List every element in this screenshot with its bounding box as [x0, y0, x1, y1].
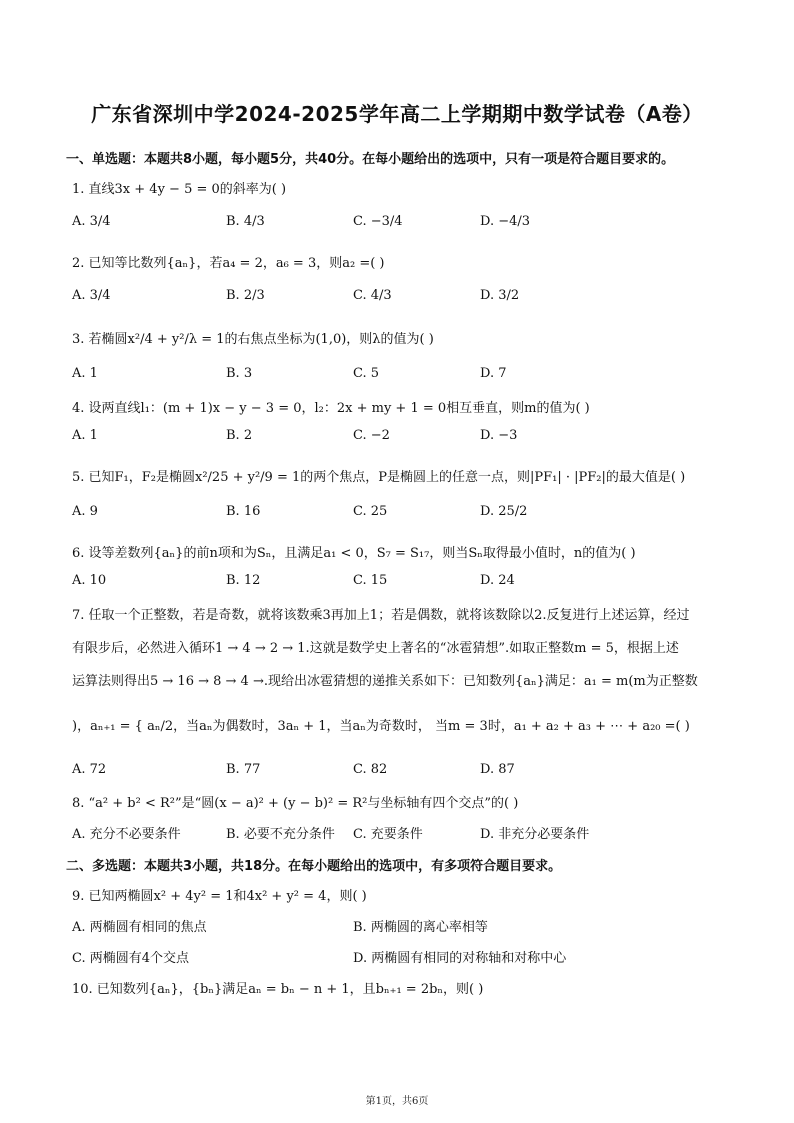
question-6-option-d: D. 24: [480, 573, 515, 588]
question-9-stem: 9. 已知两椭圆x² + 4y² = 1和4x² + y² = 4，则( ): [72, 889, 367, 904]
exam-title: 广东省深圳中学2024-2025学年高二上学期期中数学试卷（A卷）: [91, 102, 703, 126]
question-7-line-4: )，aₙ₊₁ = { aₙ/2，当aₙ为偶数时，3aₙ + 1，当aₙ为奇数时， 当m = 3时，a₁ + a₂ + a₃ + ⋯ + a₂₀ =( ): [72, 719, 690, 734]
question-2-option-c: C. 4/3: [353, 288, 392, 303]
question-5-stem: 5. 已知F₁，F₂是椭圆x²/25 + y²/9 = 1的两个焦点，P是椭圆上的任意一点，则|PF₁| · |PF₂|的最大值是( ): [72, 470, 686, 485]
question-9-option-a: A. 两椭圆有相同的焦点: [72, 920, 207, 935]
question-7-option-a: A. 72: [72, 762, 107, 777]
question-9-option-d: D. 两椭圆有相同的对称轴和对称中心: [353, 951, 567, 966]
question-7-option-b: B. 77: [226, 762, 261, 777]
question-4-option-b: B. 2: [226, 428, 253, 443]
question-6-stem: 6. 设等差数列{aₙ}的前n项和为Sₙ，且满足a₁ < 0，S₇ = S₁₇，则当Sₙ取得最小值时，n的值为( ): [72, 546, 636, 561]
question-2-option-d: D. 3/2: [480, 288, 520, 303]
question-1-option-b: B. 4/3: [226, 214, 265, 229]
question-9-option-b: B. 两椭圆的离心率相等: [353, 920, 488, 935]
question-3-stem: 3. 若椭圆x²/4 + y²/λ = 1的右焦点坐标为(1,0)，则λ的值为( ): [72, 332, 434, 347]
question-7-line-2: 有限步后，必然进入循环1 → 4 → 2 → 1.这就是数学史上著名的“冰雹猜想”.如取正整数m = 5，根据上述: [72, 641, 679, 656]
page-footer: 第1页，共6页: [365, 1096, 429, 1107]
question-3-option-d: D. 7: [480, 366, 507, 381]
question-2-stem: 2. 已知等比数列{aₙ}，若a₄ = 2，a₆ = 3，则a₂ =( ): [72, 256, 385, 271]
question-4-option-a: A. 1: [72, 428, 98, 443]
section-multiple-choice-heading: 二、多选题：本题共3小题，共18分。在每小题给出的选项中，有多项符合题目要求。: [66, 859, 562, 874]
question-8-option-d: D. 非充分必要条件: [480, 827, 590, 842]
question-5-option-c: C. 25: [353, 504, 388, 519]
section-single-choice-heading: 一、单选题：本题共8小题，每小题5分，共40分。在每小题给出的选项中，只有一项是符合题目要求的。: [66, 152, 675, 167]
question-6-option-c: C. 15: [353, 573, 388, 588]
question-1-stem: 1. 直线3x + 4y − 5 = 0的斜率为( ): [72, 182, 287, 197]
question-1-option-a: A. 3/4: [72, 214, 111, 229]
question-7-line-3: 运算法则得出5 → 16 → 8 → 4 →.现给出冰雹猜想的递推关系如下：已知数列{aₙ}满足：a₁ = m(m为正整数: [72, 674, 698, 689]
question-8-option-b: B. 必要不充分条件: [226, 827, 335, 842]
question-5-option-b: B. 16: [226, 504, 261, 519]
question-3-option-c: C. 5: [353, 366, 380, 381]
question-4-option-d: D. −3: [480, 428, 518, 443]
question-8-stem: 8. “a² + b² < R²”是“圆(x − a)² + (y − b)² = R²与坐标轴有四个交点”的( ): [72, 796, 519, 811]
question-8-option-c: C. 充要条件: [353, 827, 423, 842]
question-4-option-c: C. −2: [353, 428, 390, 443]
question-9-option-c: C. 两椭圆有4个交点: [72, 951, 190, 966]
question-7-option-d: D. 87: [480, 762, 515, 777]
question-8-option-a: A. 充分不必要条件: [72, 827, 181, 842]
question-4-stem: 4. 设两直线l₁：(m + 1)x − y − 3 = 0，l₂：2x + my + 1 = 0相互垂直，则m的值为( ): [72, 401, 590, 416]
question-7-line-1: 7. 任取一个正整数，若是奇数，就将该数乘3再加上1；若是偶数，就将该数除以2.反复进行上述运算，经过: [72, 608, 690, 623]
question-7-option-c: C. 82: [353, 762, 388, 777]
question-3-option-a: A. 1: [72, 366, 98, 381]
question-2-option-a: A. 3/4: [72, 288, 111, 303]
question-10-stem: 10. 已知数列{aₙ}，{bₙ}满足aₙ = bₙ − n + 1，且bₙ₊₁ = 2bₙ，则( ): [72, 982, 484, 997]
question-1-option-d: D. −4/3: [480, 214, 531, 229]
question-3-option-b: B. 3: [226, 366, 253, 381]
question-6-option-a: A. 10: [72, 573, 107, 588]
question-1-option-c: C. −3/4: [353, 214, 403, 229]
question-5-option-a: A. 9: [72, 504, 98, 519]
question-2-option-b: B. 2/3: [226, 288, 265, 303]
question-6-option-b: B. 12: [226, 573, 261, 588]
question-5-option-d: D. 25/2: [480, 504, 528, 519]
